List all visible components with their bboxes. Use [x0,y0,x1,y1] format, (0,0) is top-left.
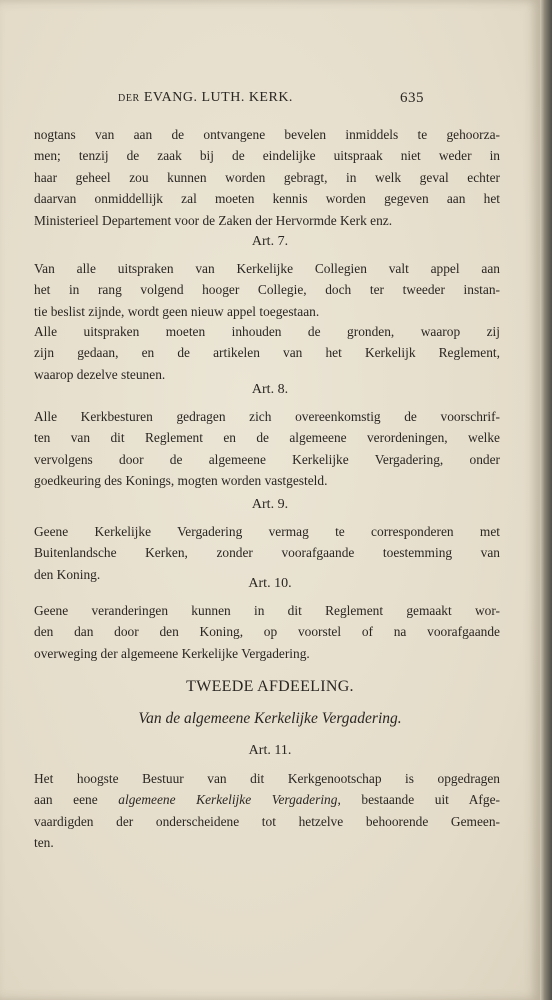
text-line: tie beslist zijnde, wordt geen nieuw appel toegestaan. [34,303,320,319]
text-line: ten van dit Reglement en de algemeene verordeningen, welke [34,430,500,446]
running-header [0,90,540,112]
running-title [118,90,293,106]
text-line: Ministerieel Departement voor de Zaken der Hervormde Kerk enz. [34,212,393,228]
text-line: Van alle uitspraken van Kerkelijke Collegien valt appel aan [34,261,500,276]
article-heading-7: Art. 7. [251,234,289,249]
paragraph-art7-2 [34,321,500,385]
text-fragment: aan eene [34,792,98,808]
text-line: vervolgens door de algemeene Kerkelijke Vergadering, onder [34,451,500,467]
text-line: zijn gedaan, en de artikelen van het Kerkelijk Reglement, [34,345,500,361]
text-line: daarvan onmiddellijk zal moeten kennis worden gegeven aan het [34,191,500,207]
text-line: goedkeuring des Konings, mogten worden vastgesteld. [34,473,328,489]
paragraph-art8 [34,406,500,492]
text-line: den Koning. [34,566,101,582]
article-heading-9: Art. 9. [251,497,289,512]
text-line: Het hoogste Bestuur van dit Kerkgenootschap is opgedragen [34,771,500,786]
section-title: TWEEDE AFDEELING. [186,678,354,695]
text-line [34,789,500,810]
article-heading-10: Art. 10. [248,576,292,591]
italic-term: algemeene Kerkelijke Vergadering [118,792,338,808]
text-fragment: , bestaande uit Afge- [337,792,500,808]
text-line: nogtans van aan de ontvangene bevelen inmiddels te gehoorza- [34,127,500,142]
text-line: Geene veranderingen kunnen in dit Reglement gemaakt wor- [34,603,500,618]
running-title-text: EVANG. LUTH. KERK. [143,90,293,105]
text-line: vaardigden der onderscheidene tot hetzelve behoorende Gemeen- [34,813,500,829]
text-line: Buitenlandsche Kerken, zonder voorafgaande toestemming van [34,545,500,561]
section-subtitle: Van de algemeene Kerkelijke Vergadering. [138,710,402,727]
running-title-prefix: DER [118,93,140,104]
page-edge [540,0,552,1000]
text-line: waarop dezelve steunen. [34,366,166,382]
text-line: overweging der algemeene Kerkelijke Vergadering. [34,645,310,661]
text-line: ten. [34,835,54,851]
text-line: Geene Kerkelijke Vergadering vermag te corresponderen met [34,524,500,539]
paragraph-art7-1 [34,258,500,322]
article-heading-8: Art. 8. [251,382,289,397]
text-line: haar geheel zou kunnen worden gebragt, in welk geval echter [34,169,500,185]
paragraph-continuation [34,124,500,231]
article-heading-11: Art. 11. [248,743,292,758]
text-line: den dan door den Koning, op voorstel of na voorafgaande [34,624,500,640]
page-number: 635 [400,90,424,106]
text-line: Alle uitspraken moeten inhouden de gronden, waarop zij [34,324,500,339]
paragraph-art10 [34,600,500,664]
text-line: het in rang volgend hooger Collegie, doch ter tweeder instan- [34,282,500,298]
paragraph-art11 [34,768,500,854]
text-line: men; tenzij de zaak bij de eindelijke uitspraak niet weder in [34,148,500,164]
text-line: Alle Kerkbesturen gedragen zich overeenkomstig de voorschrif- [34,409,500,424]
